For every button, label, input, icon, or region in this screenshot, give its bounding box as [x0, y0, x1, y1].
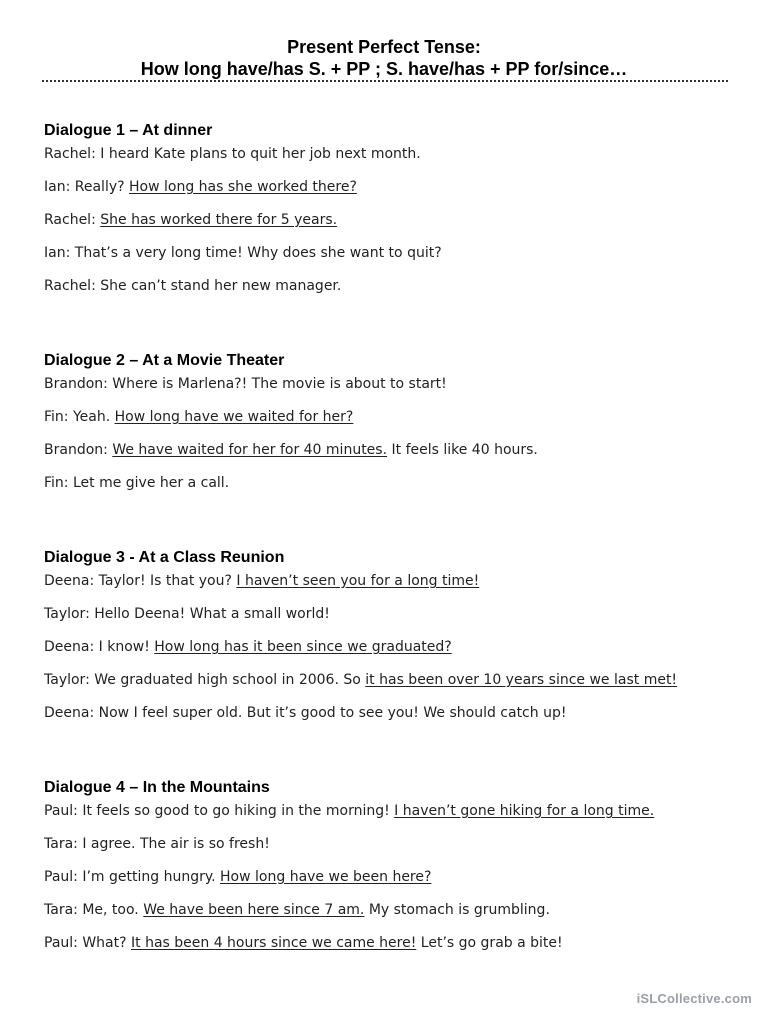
dialogue-line — [44, 835, 744, 868]
dialogue-line — [44, 638, 744, 671]
speaker-name: Paul: — [44, 935, 78, 951]
line-text: I’m getting hungry. — [77, 869, 221, 885]
answer-text: How long has it been since we graduated? — [154, 639, 452, 655]
dialogue-line — [44, 868, 744, 901]
line-text-after: It feels like 40 hours. — [387, 442, 538, 458]
dialogue-line — [44, 802, 744, 835]
answer-text: How long have we been here? — [220, 869, 432, 885]
speaker-name: Brandon: — [44, 376, 108, 392]
dialogue-line — [44, 671, 744, 704]
dialogue-line — [44, 572, 744, 605]
dialogue-line — [44, 605, 744, 638]
speaker-name: Ian: — [44, 179, 71, 195]
speaker-name: Paul: — [44, 803, 78, 819]
dialogue-line — [44, 375, 744, 408]
line-text: Taylor! Is that you? — [94, 573, 237, 589]
line-text: Hello Deena! What a small world! — [89, 606, 330, 622]
speaker-name: Tara: — [44, 902, 78, 918]
line-text: That’s a very long time! Why does she want to quit? — [70, 245, 442, 261]
line-text: We graduated high school in 2006. So — [89, 672, 366, 688]
line-text-after: My stomach is grumbling. — [364, 902, 550, 918]
line-text: Now I feel super old. But it’s good to see you! We should catch up! — [94, 705, 567, 721]
speaker-name: Rachel: — [44, 146, 96, 162]
dialogue-heading: Dialogue 4 – In the Mountains — [44, 779, 270, 796]
title-divider — [42, 80, 728, 82]
dialogue-heading: Dialogue 1 – At dinner — [44, 122, 213, 139]
line-text-after: Let’s go grab a bite! — [416, 935, 563, 951]
answer-text: She has worked there for 5 years. — [100, 212, 338, 228]
dialogue-4 — [44, 778, 744, 967]
dialogue-2 — [44, 351, 744, 507]
dialogue-line — [44, 408, 744, 441]
speaker-name: Ian: — [44, 245, 71, 261]
dialogue-line — [44, 244, 744, 277]
speaker-name: Paul: — [44, 869, 78, 885]
dialogue-line — [44, 704, 744, 737]
speaker-name: Fin: — [44, 475, 69, 491]
answer-text: We have waited for her for 40 minutes. — [112, 442, 388, 458]
dialogue-line — [44, 901, 744, 934]
title-line-2: How long have/has S. + PP ; S. have/has + PP for/since… — [140, 59, 628, 79]
title-line-1: Present Perfect Tense: — [287, 37, 481, 57]
dialogue-line — [44, 474, 744, 507]
line-text: Really? — [70, 179, 129, 195]
line-text: I agree. The air is so fresh! — [77, 836, 270, 852]
answer-text: How long have we waited for her? — [114, 409, 354, 425]
answer-text: I haven’t gone hiking for a long time. — [394, 803, 655, 819]
answer-text: it has been over 10 years since we last met! — [365, 672, 678, 688]
line-text: What? — [77, 935, 131, 951]
line-text: I heard Kate plans to quit her job next month. — [95, 146, 421, 162]
speaker-name: Fin: — [44, 409, 69, 425]
dialogue-line — [44, 145, 744, 178]
dialogue-1 — [44, 121, 744, 310]
speaker-name: Taylor: — [44, 606, 90, 622]
line-text: Yeah. — [68, 409, 115, 425]
line-text: Where is Marlena?! The movie is about to start! — [107, 376, 447, 392]
dialogue-line — [44, 934, 744, 967]
dialogue-line — [44, 441, 744, 474]
answer-text: It has been 4 hours since we came here! — [131, 935, 417, 951]
page-title — [0, 36, 768, 80]
line-text: Let me give her a call. — [68, 475, 230, 491]
line-text: It feels so good to go hiking in the morning! — [77, 803, 395, 819]
speaker-name: Rachel: — [44, 278, 96, 294]
dialogue-heading: Dialogue 2 – At a Movie Theater — [44, 352, 285, 369]
speaker-name: Deena: — [44, 573, 95, 589]
answer-text: I haven’t seen you for a long time! — [236, 573, 480, 589]
answer-text: How long has she worked there? — [129, 179, 357, 195]
watermark-logo: iSLCollective.com — [636, 991, 752, 1006]
speaker-name: Taylor: — [44, 672, 90, 688]
line-text: I know! — [94, 639, 155, 655]
speaker-name: Deena: — [44, 639, 95, 655]
line-text: She can’t stand her new manager. — [95, 278, 342, 294]
speaker-name: Tara: — [44, 836, 78, 852]
answer-text: We have been here since 7 am. — [143, 902, 365, 918]
dialogue-line — [44, 211, 744, 244]
speaker-name: Rachel: — [44, 212, 96, 228]
dialogue-line — [44, 277, 744, 310]
dialogue-heading: Dialogue 3 - At a Class Reunion — [44, 549, 285, 566]
line-text: Me, too. — [77, 902, 144, 918]
speaker-name: Brandon: — [44, 442, 108, 458]
dialogue-3 — [44, 548, 744, 737]
speaker-name: Deena: — [44, 705, 95, 721]
dialogue-line — [44, 178, 744, 211]
